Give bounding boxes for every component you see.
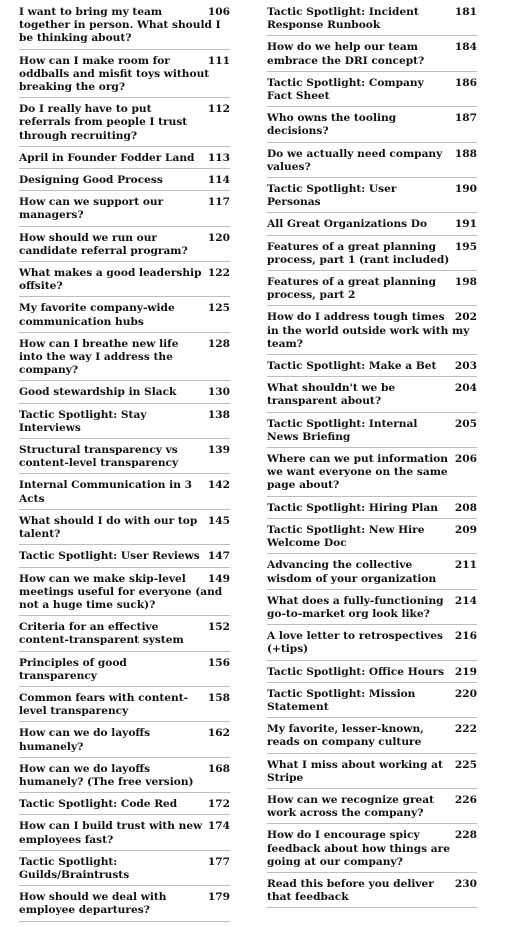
toc-entry[interactable] — [19, 515, 230, 545]
toc-entry[interactable] — [267, 794, 477, 824]
toc-entry-title: Tactic Spotlight: Office Hours — [267, 665, 445, 678]
toc-entry-title: How do I address tough times in the world outside work with my team? — [267, 311, 470, 350]
toc-entry-title: A love letter to retrospectives (+tips) — [267, 630, 443, 656]
toc-entry-page-number: 211 — [454, 559, 477, 572]
toc-entry[interactable] — [267, 112, 477, 142]
toc-entry-title: Tactic Spotlight: Hiring Plan — [267, 501, 438, 514]
toc-entry[interactable] — [19, 55, 230, 99]
toc-entry[interactable] — [267, 311, 477, 355]
toc-entry-page-number: 226 — [454, 793, 477, 806]
toc-entry-page-number: 177 — [207, 855, 230, 868]
toc-entry[interactable] — [19, 479, 230, 509]
toc-entry-title: How can I breathe new life into the way I address the company? — [19, 337, 179, 377]
toc-entry-page-number: 220 — [454, 687, 477, 700]
toc-entry[interactable] — [19, 573, 230, 617]
toc-entry-title: Criteria for an effective content-transparent system — [19, 621, 184, 647]
toc-entry-page-number: 219 — [454, 665, 477, 678]
toc-entry-page-number: 114 — [207, 174, 230, 187]
toc-entry[interactable] — [19, 621, 230, 651]
toc-entry-page-number: 117 — [207, 196, 230, 209]
toc-entry-title: Features of a great planning process, part 1 (rant included) — [267, 240, 450, 266]
toc-entry[interactable] — [19, 267, 230, 297]
toc-entry[interactable] — [19, 727, 230, 757]
toc-entry-title: Tactic Spotlight: New Hire Welcome Doc — [267, 523, 425, 550]
toc-entry-title: How do I encourage spicy feedback about how things are going at our company? — [267, 829, 450, 868]
toc-entry-page-number: 195 — [454, 240, 477, 253]
toc-entry-title: Principles of good transparency — [19, 656, 127, 682]
toc-entry-page-number: 172 — [207, 798, 230, 811]
toc-entry[interactable] — [267, 688, 477, 718]
toc-entry-page-number: 125 — [207, 302, 230, 315]
toc-entry-title: How can I build trust with new employees fast? — [19, 820, 203, 846]
toc-entry[interactable] — [267, 418, 477, 448]
toc-entry-title: How can we make skip-level meetings useful for everyone (and not a huge time suck)? — [19, 572, 223, 611]
toc-entry-page-number: 187 — [454, 112, 477, 125]
toc-entry-page-number: 230 — [454, 877, 477, 890]
toc-entry[interactable] — [19, 798, 230, 815]
toc-entry-page-number: 190 — [454, 183, 477, 196]
toc-entry[interactable] — [267, 382, 477, 412]
toc-entry-title: Who owns the tooling decisions? — [267, 112, 397, 138]
toc-entry-page-number: 208 — [454, 501, 477, 514]
toc-entry-page-number: 206 — [454, 453, 477, 466]
toc-entry-title: Advancing the collective wisdom of your organization — [267, 559, 437, 585]
toc-entry-page-number: 122 — [207, 267, 230, 280]
toc-entry[interactable] — [267, 77, 477, 107]
toc-entry[interactable] — [267, 666, 477, 683]
toc-entry-page-number: 156 — [207, 656, 230, 669]
toc-entry-page-number: 120 — [207, 231, 230, 244]
toc-entry-page-number: 198 — [454, 276, 477, 289]
toc-entry-title: What does a fully-functioning go-to-market org look like? — [267, 594, 444, 620]
toc-entry-page-number: 149 — [207, 572, 230, 585]
toc-entry-title: All Great Organizations Do — [267, 218, 428, 231]
toc-entry[interactable] — [19, 338, 230, 382]
toc-entry-title: What shouldn't we be transparent about? — [267, 382, 396, 408]
toc-entry[interactable] — [267, 148, 477, 178]
toc-entry[interactable] — [267, 360, 477, 377]
toc-entry[interactable] — [267, 276, 477, 306]
toc-entry[interactable] — [267, 502, 477, 519]
toc-entry-page-number: 225 — [454, 758, 477, 771]
toc-entry-page-number: 139 — [207, 444, 230, 457]
toc-entry-title: Tactic Spotlight: Company Fact Sheet — [267, 76, 424, 103]
toc-entry-page-number: 147 — [207, 550, 230, 563]
toc-entry-title: What should I do with our top talent? — [19, 514, 198, 541]
toc-entry[interactable] — [267, 6, 477, 36]
toc-entry-title: How can we recognize great work across the company? — [267, 793, 435, 820]
toc-entry-title: I want to bring my team together in person. What should I be thinking about? — [19, 6, 221, 45]
toc-entry-title: My favorite, lesser-known, reads on company culture — [267, 723, 424, 749]
toc-entry-page-number: 106 — [207, 6, 230, 18]
toc-entry-page-number: 158 — [207, 691, 230, 704]
toc-entry-page-number: 228 — [454, 829, 477, 842]
toc-entry-page-number: 130 — [207, 386, 230, 399]
toc-entry[interactable] — [19, 232, 230, 262]
toc-entry-page-number: 152 — [207, 621, 230, 634]
toc-entry-title: Good stewardship in Slack — [19, 386, 177, 399]
toc-entry[interactable] — [19, 444, 230, 474]
toc-entry-title: Tactic Spotlight: Mission Statement — [267, 687, 416, 713]
toc-entry-page-number: 188 — [454, 147, 477, 160]
toc-entry[interactable] — [267, 630, 477, 660]
toc-entry-title: How should we run our candidate referral program? — [19, 231, 188, 257]
toc-entry[interactable] — [19, 550, 230, 567]
toc-entry-title: Tactic Spotlight: User Reviews — [19, 550, 200, 563]
toc-entry-page-number: 111 — [207, 54, 230, 67]
toc-entry-page-number: 191 — [454, 218, 477, 231]
toc-entry-title: Common fears with content-level transparency — [19, 691, 189, 718]
toc-entry[interactable] — [267, 453, 477, 497]
toc-entry-page-number: 203 — [454, 360, 477, 373]
toc-entry-page-number: 112 — [207, 103, 230, 116]
toc-entry-page-number: 162 — [207, 727, 230, 740]
toc-entry-page-number: 179 — [207, 891, 230, 904]
toc-entry[interactable] — [267, 595, 477, 625]
toc-entry[interactable] — [19, 302, 230, 332]
toc-entry-title: Structural transparency vs content-level transparency — [19, 444, 179, 470]
toc-entry[interactable] — [267, 218, 477, 235]
toc-entry[interactable] — [19, 657, 230, 687]
toc-entry-title: Designing Good Process — [19, 174, 163, 187]
toc-entry[interactable] — [267, 829, 477, 873]
toc-entry-page-number: 138 — [207, 408, 230, 421]
toc-entry-page-number: 202 — [454, 311, 477, 324]
toc-entry-page-number: 204 — [454, 382, 477, 395]
toc-column-right — [267, 6, 477, 913]
toc-entry[interactable] — [19, 386, 230, 403]
toc-entry-page-number: 216 — [454, 630, 477, 643]
toc-entry-page-number: 184 — [454, 41, 477, 54]
toc-entry-title: What makes a good leadership offsite? — [19, 267, 202, 293]
toc-entry[interactable] — [267, 759, 477, 789]
toc-entry[interactable] — [19, 103, 230, 147]
toc-entry-page-number: 186 — [454, 76, 477, 89]
toc-entry[interactable] — [19, 856, 230, 886]
toc-entry-title: How can we do layoffs humanely? (The free version) — [19, 762, 194, 788]
toc-entry-title: How can we support our managers? — [19, 196, 164, 222]
toc-entry-page-number: 214 — [454, 594, 477, 607]
toc-entry[interactable] — [19, 820, 230, 850]
toc-entry-page-number: 209 — [454, 523, 477, 536]
toc-entry-page-number: 113 — [207, 151, 230, 164]
toc-entry[interactable] — [19, 409, 230, 439]
toc-entry-title: How should we deal with employee departures? — [19, 891, 167, 917]
toc-entry-page-number: 142 — [207, 479, 230, 492]
toc-entry-title: April in Founder Fodder Land — [19, 151, 195, 164]
toc-entry-page-number: 205 — [454, 417, 477, 430]
toc-entry[interactable] — [267, 241, 477, 271]
toc-entry[interactable] — [267, 524, 477, 554]
toc-entry-title: Where can we put information we want everyone on the same page about? — [267, 453, 448, 492]
toc-entry-title: Internal Communication in 3 Acts — [19, 479, 192, 505]
toc-entry[interactable] — [267, 183, 477, 213]
toc-entry[interactable] — [19, 891, 230, 921]
toc-entry[interactable] — [267, 878, 477, 908]
toc-entry[interactable] — [19, 692, 230, 722]
toc-entry-title: What I miss about working at Stripe — [267, 758, 443, 784]
toc-entry[interactable] — [19, 6, 230, 50]
toc-entry-page-number: 181 — [454, 6, 477, 18]
toc-entry-page-number: 145 — [207, 514, 230, 527]
toc-entry-title: Do we actually need company values? — [267, 147, 443, 173]
toc-entry-title: Do I really have to put referrals from people I trust through recruiting? — [19, 103, 188, 142]
toc-entry[interactable] — [267, 41, 477, 71]
toc-entry-title: Tactic Spotlight: Make a Bet — [267, 360, 437, 373]
toc-entry-title: How do we help our team embrace the DRI concept? — [267, 41, 425, 67]
toc-entry[interactable] — [267, 559, 477, 589]
toc-entry-title: Features of a great planning process, part 2 — [267, 276, 436, 302]
toc-entry[interactable] — [19, 763, 230, 793]
toc-entry-page-number: 174 — [207, 820, 230, 833]
toc-entry[interactable] — [267, 723, 477, 753]
toc-entry-title: Tactic Spotlight: Guilds/Braintrusts — [19, 855, 130, 881]
toc-entry-title: Read this before you deliver that feedback — [267, 877, 434, 904]
toc-entry-title: Tactic Spotlight: Stay Interviews — [19, 408, 147, 434]
toc-entry[interactable] — [19, 196, 230, 226]
toc-entry-page-number: 128 — [207, 337, 230, 350]
toc-entry-page-number: 222 — [454, 723, 477, 736]
toc-entry-page-number: 168 — [207, 762, 230, 775]
toc-column-left — [19, 6, 230, 927]
toc-entry-title: How can we do layoffs humanely? — [19, 727, 151, 753]
toc-entry-title: My favorite company-wide communication hubs — [19, 302, 175, 328]
toc-entry-title: Tactic Spotlight: User Personas — [267, 183, 397, 209]
toc-entry-title: Tactic Spotlight: Incident Response Runbook — [267, 6, 419, 32]
toc-entry-title: Tactic Spotlight: Code Red — [19, 798, 178, 811]
toc-entry[interactable] — [19, 152, 230, 169]
toc-entry-title: Tactic Spotlight: Internal News Briefing — [267, 417, 418, 443]
toc-entry-title: How can I make room for oddballs and misfit toys without breaking the org? — [19, 54, 210, 94]
toc-entry[interactable] — [19, 174, 230, 191]
